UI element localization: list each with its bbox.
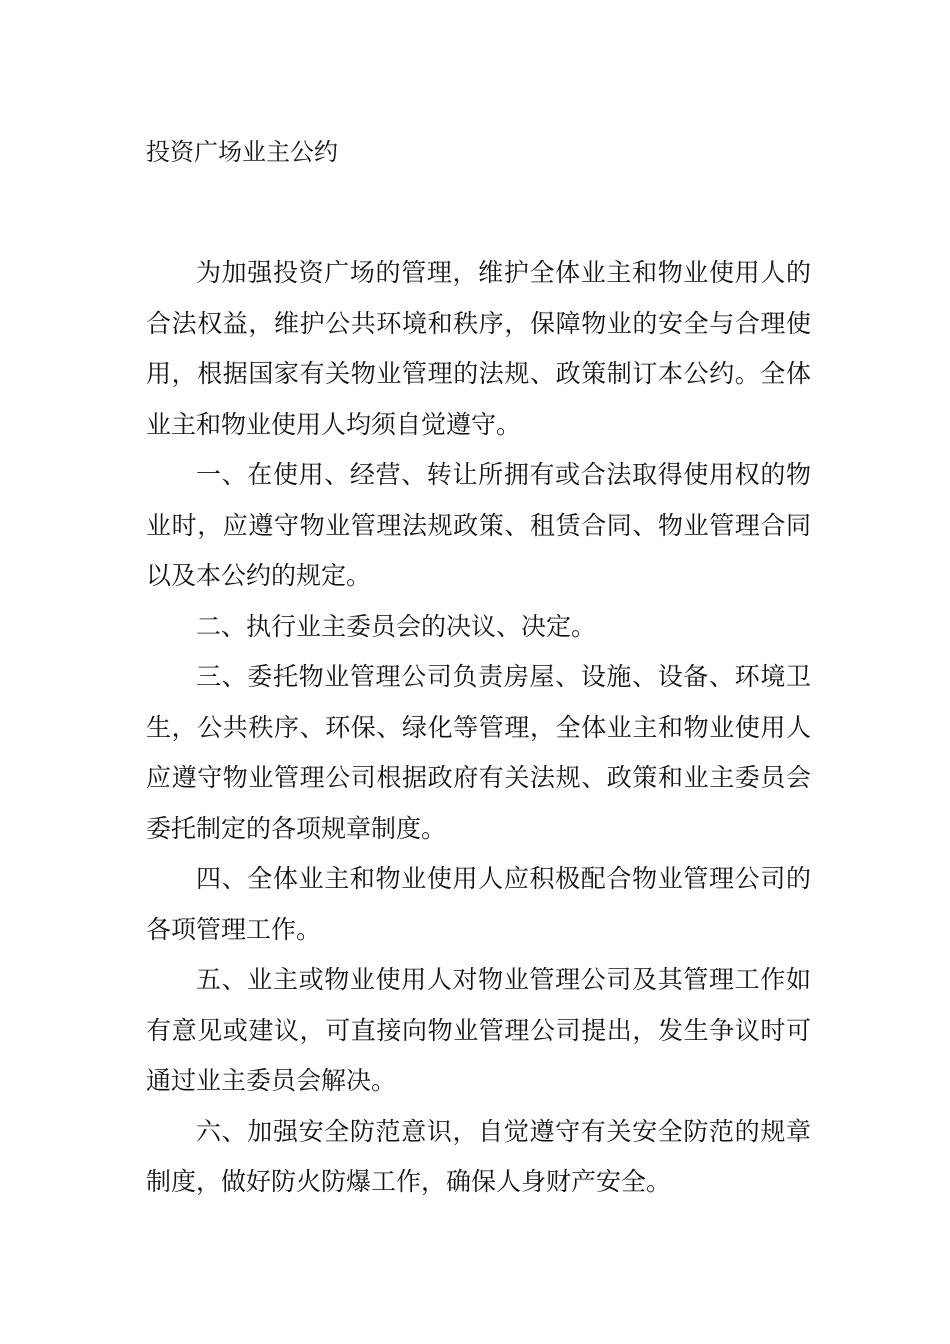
paragraph-article-4: 四、全体业主和物业使用人应积极配合物业管理公司的各项管理工作。	[146, 864, 811, 944]
paragraph-preamble: 为加强投资广场的管理，维护全体业主和物业使用人的合法权益，维护公共环境和秩序，保障物业的安全与合理使用，根据国家有关物业管理的法规、政策制订本公约。全体业主和物业使用人均须自觉遵守。	[146, 258, 811, 439]
paragraph-article-3: 三、委托物业管理公司负责房屋、设施、设备、环境卫生，公共秩序、环保、绿化等管理，全体业主和物业使用人应遵守物业管理公司根据政府有关法规、政策和业主委员会委托制定的各项规章制度。	[146, 662, 811, 843]
document-body	[146, 248, 811, 1208]
paragraph-article-1: 一、在使用、经营、转让所拥有或合法取得使用权的物业时，应遵守物业管理法规政策、租赁合同、物业管理合同以及本公约的规定。	[146, 460, 811, 590]
document-title: 投资广场业主公约	[146, 138, 338, 166]
paragraph-article-2: 二、执行业主委员会的决议、决定。	[196, 611, 597, 641]
paragraph-article-5: 五、业主或物业使用人对物业管理公司及其管理工作如有意见或建议，可直接向物业管理公司提出，发生争议时可通过业主委员会解决。	[146, 965, 811, 1095]
paragraph-article-6: 六、加强安全防范意识，自觉遵守有关安全防范的规章制度，做好防火防爆工作，确保人身财产安全。	[146, 1116, 811, 1196]
